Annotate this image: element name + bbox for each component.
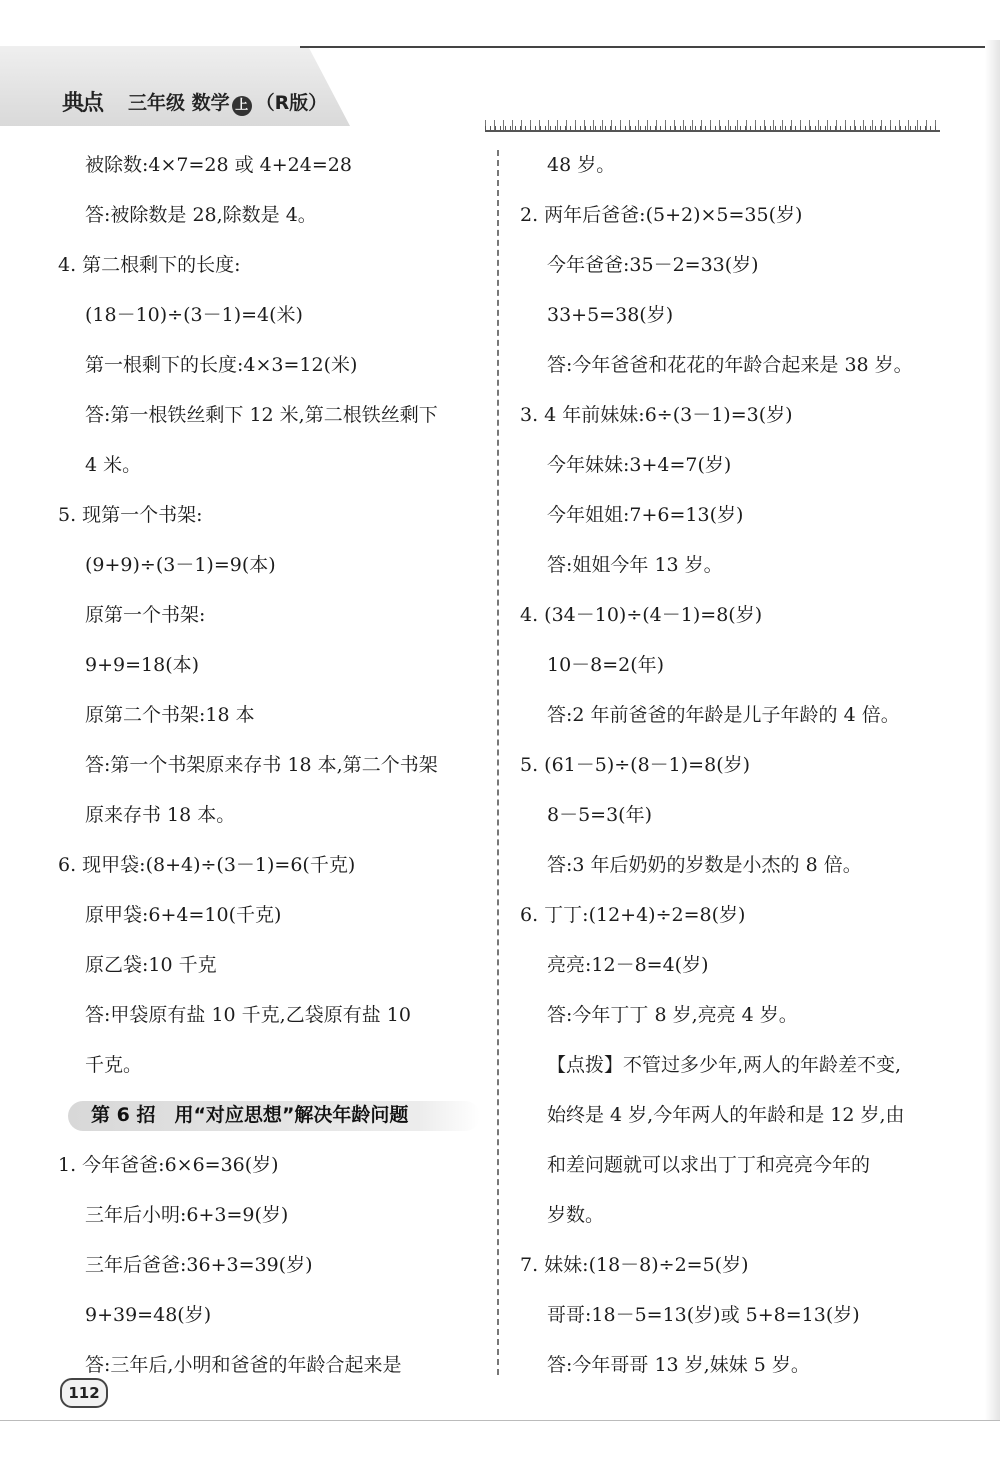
answer-line: 答:被除数是 28,除数是 4。 (85, 204, 317, 226)
answer-line: 4. 第二根剩下的长度: (58, 254, 241, 276)
edition-label: （R版） (255, 92, 328, 114)
answer-line: 原第一个书架: (85, 604, 206, 626)
answer-line: 答:2 年前爸爸的年龄是儿子年龄的 4 倍。 (547, 704, 900, 726)
answer-line: 今年姐姐:7+6=13(岁) (547, 504, 744, 526)
answer-line: 被除数:4×7=28 或 4+24=28 (85, 154, 352, 176)
answer-line: 9+9=18(本) (85, 654, 200, 676)
answer-line: 三年后爸爸:36+3=39(岁) (85, 1254, 313, 1276)
answer-line: 【点拨】不管过多少年,两人的年龄差不变, (547, 1054, 902, 1076)
answer-line: 答:第一个书架原来存书 18 本,第二个书架 (85, 754, 438, 776)
answer-line: 答:三年后,小明和爸爸的年龄合起来是 (85, 1354, 402, 1376)
answer-line: 9+39=48(岁) (85, 1304, 212, 1326)
answer-line: 今年爸爸:35－2=33(岁) (547, 254, 759, 276)
answer-line: 答:3 年后奶奶的岁数是小杰的 8 倍。 (547, 854, 862, 876)
answer-line: 4 米。 (85, 454, 142, 476)
answer-line: 8－5=3(年) (547, 804, 653, 826)
answer-line: 3. 4 年前妹妹:6÷(3－1)=3(岁) (520, 404, 793, 426)
answer-line: 6. 现甲袋:(8+4)÷(3－1)=6(千克) (58, 854, 356, 876)
section-heading (58, 1090, 478, 1140)
answer-line: 岁数。 (547, 1204, 605, 1226)
answer-line: 答:甲袋原有盐 10 千克,乙袋原有盐 10 (85, 1004, 411, 1026)
page-number: 112 (60, 1378, 108, 1408)
footer-rule (0, 1420, 1000, 1421)
answer-line: 第一根剩下的长度:4×3=12(米) (85, 354, 358, 376)
page-header (0, 40, 1000, 130)
answer-line: 原乙袋:10 千克 (85, 954, 217, 976)
header-ruler (485, 120, 940, 132)
answer-line: 5. 现第一个书架: (58, 504, 203, 526)
answer-line: 始终是 4 岁,今年两人的年龄和是 12 岁,由 (547, 1104, 905, 1126)
answer-line: 5. (61－5)÷(8－1)=8(岁) (520, 754, 751, 776)
left-column (58, 140, 478, 1390)
volume-badge: 上 (232, 96, 252, 116)
answer-line: 答:今年丁丁 8 岁,亮亮 4 岁。 (547, 1004, 798, 1026)
answer-line: 2. 两年后爸爸:(5+2)×5=35(岁) (520, 204, 803, 226)
right-column (520, 140, 940, 1390)
answer-line: (18－10)÷(3－1)=4(米) (85, 304, 303, 326)
publisher-logo: 典点 (62, 91, 103, 116)
answer-line: 原来存书 18 本。 (85, 804, 236, 826)
answer-line: 三年后小明:6+3=9(岁) (85, 1204, 289, 1226)
answer-line: 亮亮:12－8=4(岁) (547, 954, 709, 976)
answer-line: 33+5=38(岁) (547, 304, 674, 326)
answer-line: 和差问题就可以求出丁丁和亮亮今年的 (547, 1154, 871, 1176)
answer-line: 原甲袋:6+4=10(千克) (85, 904, 282, 926)
answer-line: 答:第一根铁丝剩下 12 米,第二根铁丝剩下 (85, 404, 438, 426)
book-title (128, 88, 327, 116)
column-divider (497, 150, 499, 1375)
page-edge-shadow (985, 40, 1000, 1420)
section-heading-text: 第 6 招 用“对应思想”解决年龄问题 (91, 1104, 409, 1126)
answer-line: 原第二个书架:18 本 (85, 704, 255, 726)
answer-line: 6. 丁丁:(12+4)÷2=8(岁) (520, 904, 746, 926)
answer-line: (9+9)÷(3－1)=9(本) (85, 554, 276, 576)
answer-line: 4. (34－10)÷(4－1)=8(岁) (520, 604, 763, 626)
answer-line: 1. 今年爸爸:6×6=36(岁) (58, 1154, 279, 1176)
answer-line: 千克。 (85, 1054, 143, 1076)
answer-line: 哥哥:18－5=13(岁)或 5+8=13(岁) (547, 1304, 860, 1326)
answer-line: 答:姐姐今年 13 岁。 (547, 554, 723, 576)
answer-line: 答:今年哥哥 13 岁,妹妹 5 岁。 (547, 1354, 810, 1376)
answer-line: 今年妹妹:3+4=7(岁) (547, 454, 732, 476)
answer-line: 10－8=2(年) (547, 654, 665, 676)
book-title-text: 三年级 数学 (128, 92, 230, 114)
header-top-rule (300, 46, 1000, 48)
answer-line: 48 岁。 (547, 154, 616, 176)
answer-line: 7. 妹妹:(18－8)÷2=5(岁) (520, 1254, 749, 1276)
answer-line: 答:今年爸爸和花花的年龄合起来是 38 岁。 (547, 354, 913, 376)
